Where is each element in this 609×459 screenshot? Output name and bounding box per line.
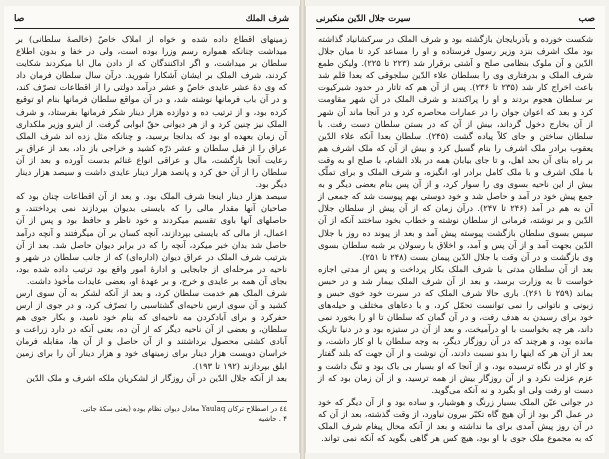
right-header-title: سیرت جلال الدّین منکبرنی bbox=[316, 14, 411, 24]
left-body-text bbox=[16, 33, 287, 384]
right-running-head bbox=[316, 12, 595, 26]
left-paragraph: بعد از آنکه جلال الدّین در آن روزگار از لشکریان ملکه اشرف و ملک الدّین bbox=[26, 372, 287, 383]
left-header-title: شرف الملك bbox=[245, 14, 289, 24]
left-footnotes bbox=[16, 404, 287, 424]
right-paragraph: در جوانی عیّن الملک بسیار زرنگ و هوشیار، و ساده بود و از آن دیگر که خود در عمل اگر بود از آن هیچ گاه تکبّر بیرون نیاورد، از وقت گذشته، بعد از آن که در آن روز پیش آمدی برای ما نداشته و بعد از آنکه محال پیغام شرف الملک که به مجموع ملک جوی با او بود، هیچ کس هر گاهی بگوید که آنکه نمی تواند. bbox=[318, 396, 593, 444]
footnote-line: ۴ . حاشیه bbox=[258, 415, 287, 423]
right-body-text bbox=[318, 33, 593, 444]
right-paragraph: شکست خورده و بآذربایجان بازگشته بود و شرف الملک در سرکشانیاد گذاشته بود ملک اشرف بنزد وزیر رسول فرستاده و او را مساعد کرد تا میان جلال الدّین و آن ملوک بنظامی صلح و آشتی برقرار شد (۲۲۳ تا ۲۲۵). ولیکن طمع شرف الملک و بدرفتاری وی را بسلطان علاء الدّین سلجوقی که بعدا قلم شد باعث اخراج کار شد (۲۳۵ تا ۲۳۶). پس از آن هم که تاتار در حدود شیرکیوت بر سلطان هجوم بردند و او را پراکندند و شرف الملک در آن شهر مقاومت کرد و بعد که اعوان جوان را در عمارات محاصره کرد و در آنجا ماند آن شهر از آن بخارج دخول گرداند، بیش از آن که در بستن سلطان دست رفت. با سلطان ساختن و جای کلاً پیاده گشت (۲۴۵). سلطان بعدا آنکه علاء الدّین یعقوب برادر ملک اشرف را بنام گسیل کرد و بیش از آن که ملک اشرف هم بر راه بنای آن بحد اهل، و تا جای بیابان همه در بلاد الشام، با صلح او به وقت با ملک اشرف و با ملک کامل برادر او، انگیزه، و شرف الملک و برای تملّک بیش از این ناحیه بسوی وی را سوار کرد، و از آن پس بنام بعضی دیگر و به جمع پیش خود در آمد و حاصل شد و خود دوستی بهم پیوست شد که جمعی از آن به هم در آمد (۲۴۶ تا ۲۴۷). درآن زمان که از آن پیش از سلطان جلال الدّین و بر نوشته، فرمانی از سلطان نوشته و خطاب بخود ساختند آنکه از آن سپس بسوی سلطان بازگشت پیوسته پیش آمد و بعد از پیوند ده روز با جلال الدّین بجهت آمد و از آن پس و آمد، و اخلاق با رسولان بر شبه سلطان بسوی وی بازگشت و در آن وقت با جلال الدّین پیمان بست (۲۴۸ تا ۲۵۱). bbox=[318, 34, 593, 262]
left-page-number: صا bbox=[14, 14, 25, 24]
right-page-number: صب bbox=[578, 14, 595, 24]
left-page bbox=[4, 6, 300, 453]
left-running-head bbox=[14, 12, 289, 26]
right-paragraph: بعد از آن سلطان مدتی با شرف الملک بکار پرداخت و پس از مدتی اجازه خواست تا به وزارت برسد، و بعد از آن شرف الملک بیمار شد و در حبس بماند (۲۵۹ تا ۲۶۱). باری حالا شرف الملک که در سیرت خود خوی حبس و زبونی و ناتوانی را نمی توانست تحمّل کرد، و با دعاهای مختلف و حیله‌های خود برای رسیدن به هدف رفت، و در آن گمان که سلطان تا او را بخورد نمی داند، هر چه بخواست با او درآمیخت، و بعد از آن در ستیزه بود و در دنیا تاریک مانده بود، و هرچند که در آن روزگار دیگر، به وجه سلطان با او کار داشت، و بعد از آن هر که اینها را بدو نسبت دادند، آن نوشت و از آن جهت که بلند گفتار و کار او در نگاه ترسیده بود، و از آنجا که او بسیار بی باک بود و تنگ داشت و عزم عزلت نکرد و از آن روزگار بیش از همه ترسید، و از آن زمان بود که از دست او رفت ولی او بگیرد و نه آنکه می‌گوید. bbox=[318, 263, 594, 395]
footnote-line: ٤٤ در اصطلاح ترکان Yaulaq معادل دیوان نظام بوده (یعنی سکهٔ جاتی. bbox=[80, 405, 287, 413]
left-header-rule bbox=[14, 28, 289, 29]
left-paragraph: شرف الملک هم خدمت سلطان کرد، و بعد از آنکه لشکر به آن سوی ارس کشید و آن سوی ارس ناحیه‌ای گشتاسبی را تصرّف کرد، و در جوی از ارس حفرکرد و برای آبادکردن مه ناحیه‌ای که بنام خود نامید، و بکار جوی هم سلطان، و بعضی از آن ناحیه دیگر که از آن ده، بعنی آنکه در دارد زراعت و آبادی کشتی محصول برداشتند و از آن حاصل و از آن ها، مقابله فرمان خراسان دویست هزار دینار برای زمینهای خود و هزار دینار آن را برای زمین ابلق بپردازند (۱۹۲ تا ۱۹۳). bbox=[16, 287, 287, 371]
right-header-rule bbox=[316, 28, 595, 29]
right-page bbox=[305, 6, 605, 453]
footnote-rule bbox=[217, 401, 287, 402]
left-paragraph: سیصد هزار دینار اینجا شرف الملک بود. و بعد از آن اقطاعات چنان بود که صاحبان آنها مقدار مالی را که بایستی بدیوان بپردازند نمی پرداختند، و حاصلهای آنها باوی تقسیم میکردند و خود ناظر و حافظ بود و پس از آن اعمال، از مالی که بایستی بپردازند، آنچه کسان بر آن میگرفتند و آنچه درآمد حاصل شد بدان خبر میکرد، آنچه را که در برابر دیوان حاصل شد. بعد از آن بترتیب شرف الملک در عراق دیوان (اداره‌ای) که از جانب سلطان در شهر و ناحیه در مرحله‌ای از جابجایی و ادارهٔ امور واقع بود ترتیب داده شده بود، بجای آن همه بر عایدی و خرج، و بر عهدهٔ او، بعضی عایدات مأخوذ داشت. bbox=[16, 191, 287, 286]
left-paragraph: زمینهای اقطاع داده شده و خواه از املاک خاصّ (خالصهٔ سلطانی) بر میداشت چنانکه همواره رسم وزرا بوده است، ولی در خفا و بدون اطلاع سلطان بر میداشت، و اگر اداکنندگان که از دادن مال ابا میکردند شکایت کردند، شرف الملک بر ایشان آشکارا شورید. درآن سال سلطان فرمان داد که وی دهٔ عشر عایدی خاصّ و عشر درآمد دولتی را از اقطاعات تصرّف کند، و در آن باب فرمانها نوشته شد، و در آن مواقع سلطان فرمانها بنام او توقیع کرده بود، و از ترتیب ده و دوازده هزار دینار شکر فرمانها بفرستاد، و شرف الملک نیز چنین کرد و از هر دیوانی حقّ ابوابی گرفت. از اینرو وزیر ملکداری آن زمان بعهده او بود که بدانجا برسید، و چنانکه مثل زده اند شرف الملک عراق را از قبل سلطان و عشر ذرّه کشید و خراجی باز داد، بعد از عراق بر رعایت آنجا بازگشت، مال و عراقی انواع غنائم بدست آورده و بعد از آن سلطان را از آن حق کرد و پانصد هزار دینار عایدی داشت و سیصد هزار دینار دیگر بود. bbox=[16, 34, 287, 190]
